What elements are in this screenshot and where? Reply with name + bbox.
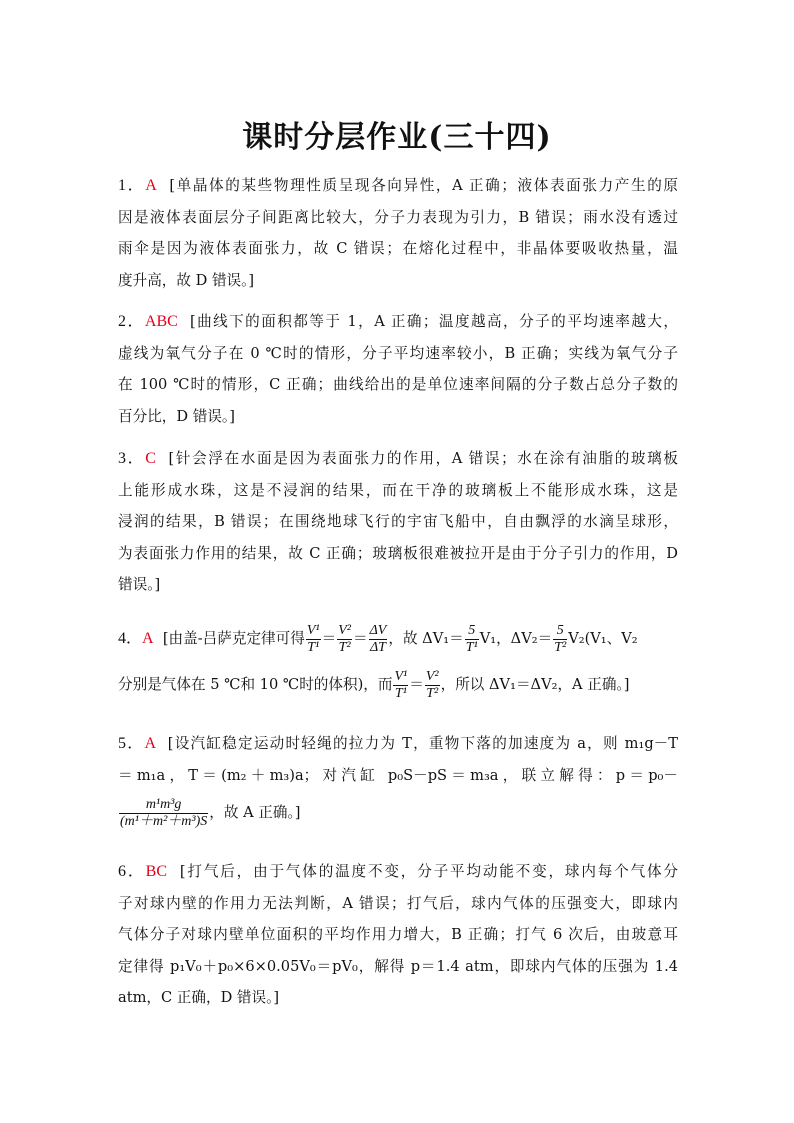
item-number: 3．: [118, 450, 146, 467]
explanation-line: 虚线为氧气分子在 0 ℃时的情形，分子平均速率较小，B 正确；实线为氧气分子: [118, 344, 678, 362]
explanation-line: 百分比，D 错误。]: [118, 407, 235, 425]
answer-letter: A: [144, 735, 157, 752]
answer-item-2: [118, 306, 678, 432]
answer-letter: A: [145, 177, 157, 194]
answer-letter: A: [142, 630, 154, 647]
explanation-line: 雨伞是因为液体表面张力，故 C 错误；在熔化过程中，非晶体要吸收热量，温: [118, 240, 678, 257]
explanation-line: [针会浮在水面是因为表面张力的作用，A 错误；水在涂有油脂的玻璃板: [168, 450, 678, 467]
explanation-line: 因是液体表面层分子间距离比较大，分子力表现为引力，B 错误；雨水没有透过: [118, 208, 678, 226]
item-number: 6．: [118, 863, 146, 880]
explanation-text: ，故 A 正确。]: [209, 804, 301, 821]
explanation-line: [曲线下的面积都等于 1，A 正确；温度越高，分子的平均速率越大，: [189, 313, 678, 330]
explanation-text: V₁，ΔV₂＝: [479, 630, 553, 647]
explanation-line: 定律得 p₁V₀＋p₀×6×0.05V₀＝pV₀，解得 p＝1.4 atm，即球内气体的压强为 1.4: [118, 957, 678, 975]
answer-letter: C: [145, 450, 156, 467]
item-number: 5．: [118, 735, 145, 752]
explanation-line: [设汽缸稳定运动时轻绳的拉力为 T，重物下落的加速度为 a，则 m₁g－T: [167, 735, 678, 752]
fraction: $\frac{\text{m¹m³g}}{\text{(m¹＋m²＋m³)S}}$: [120, 796, 208, 829]
answer-item-3: [118, 443, 678, 601]
explanation-line: [单晶体的某些物理性质呈现各向异性，A 正确；液体表面张力产生的原: [169, 177, 679, 194]
explanation-text: ，所以 ΔV₁＝ΔV₂，A 正确。]: [440, 676, 630, 693]
explanation-line: 子对球内壁的作用力无法判断，A 错误；打气后，球内气体的压强变大，即球内: [118, 894, 678, 912]
explanation-text: [由盖-吕萨克定律可得: [162, 630, 305, 647]
page-title: 课时分层作业(三十四): [242, 120, 552, 155]
explanation-text: ，故 ΔV₁＝: [388, 630, 464, 647]
answer-item-5: [118, 728, 678, 835]
explanation-text: 分别是气体在 5 ℃和 10 ℃时的体积)，而: [118, 676, 393, 693]
explanation-line: ＝m₁a，T＝(m₂＋m₃)a；对汽缸 p₀S－pS＝m₃a，联立解得：p＝p₀－: [118, 766, 678, 784]
explanation-line: 浸润的结果，B 错误；在围绕地球飞行的宇宙飞船中，自由飘浮的水滴呈球形，: [118, 513, 678, 530]
item-number: 4．: [118, 630, 143, 647]
answer-item-1: [118, 170, 678, 296]
fraction: $\frac{\Delta V}{\Delta T}$: [369, 622, 387, 655]
item-number: 1．: [118, 177, 146, 194]
fraction: $\frac{\text{V²}}{\text{T²}}$: [425, 668, 439, 701]
explanation-text: V₂(V₁、V₂: [568, 630, 638, 647]
fraction: $\frac{\text{V¹}}{\text{T¹}}$: [306, 622, 320, 655]
answer-letter: BC: [145, 863, 167, 880]
fraction: $\frac{5}{\text{T¹}}$: [465, 622, 478, 655]
explanation-line: 上能形成水珠，这是不浸润的结果，而在干净的玻璃板上不能形成水珠，这是: [118, 481, 678, 499]
explanation-line: 度升高，故 D 错误。]: [118, 271, 255, 289]
fraction: $\frac{\text{V²}}{\text{T²}}$: [338, 622, 351, 655]
fraction: $\frac{5}{\text{T²}}$: [554, 622, 567, 655]
item-number: 2．: [118, 313, 145, 330]
answer-letter: ABC: [144, 313, 178, 330]
explanation-line: 为表面张力作用的结果，故 C 正确；玻璃板很难被拉开是由于分子引力的作用，D: [118, 544, 678, 562]
explanation-line: 气体分子对球内壁单位面积的平均作用力增大，B 正确；打气 6 次后，由玻意耳: [118, 926, 678, 943]
explanation-line: [打气后，由于气体的温度不变，分子平均动能不变，球内每个气体分: [179, 863, 678, 880]
answer-item-6: [118, 856, 678, 1014]
explanation-line: atm，C 正确，D 错误。]: [118, 989, 280, 1006]
explanation-line: 错误。]: [118, 576, 161, 593]
answer-item-4: 4．A [由盖-吕萨克定律可得 $\frac{\text{V¹}}{\text{T¹}}$ ＝ $\frac{\text{V²}}{\text{T²}}$ ＝ $\frac{\Delta V}{\Delta T}$ ，故 ΔV₁＝ $\frac{5}{\text{T¹}}$ V₁，ΔV₂＝ $\frac{5}{\text{T²}}$ V₂(V₁、V₂ 分别是气体在 5 ℃和 10 ℃时的体积)，而 $\frac{\text{V¹}}{\text{T¹}}$ ＝ $\frac{\text{V²}}{\text{T²}}$ ，所以 ΔV₁＝ΔV₂，A 正确。]: [118, 622, 638, 701]
fraction: $\frac{\text{V¹}}{\text{T¹}}$: [394, 668, 408, 701]
explanation-line: 在 100 ℃时的情形，C 正确；曲线给出的是单位速率间隔的分子数占总分子数的: [118, 376, 678, 393]
